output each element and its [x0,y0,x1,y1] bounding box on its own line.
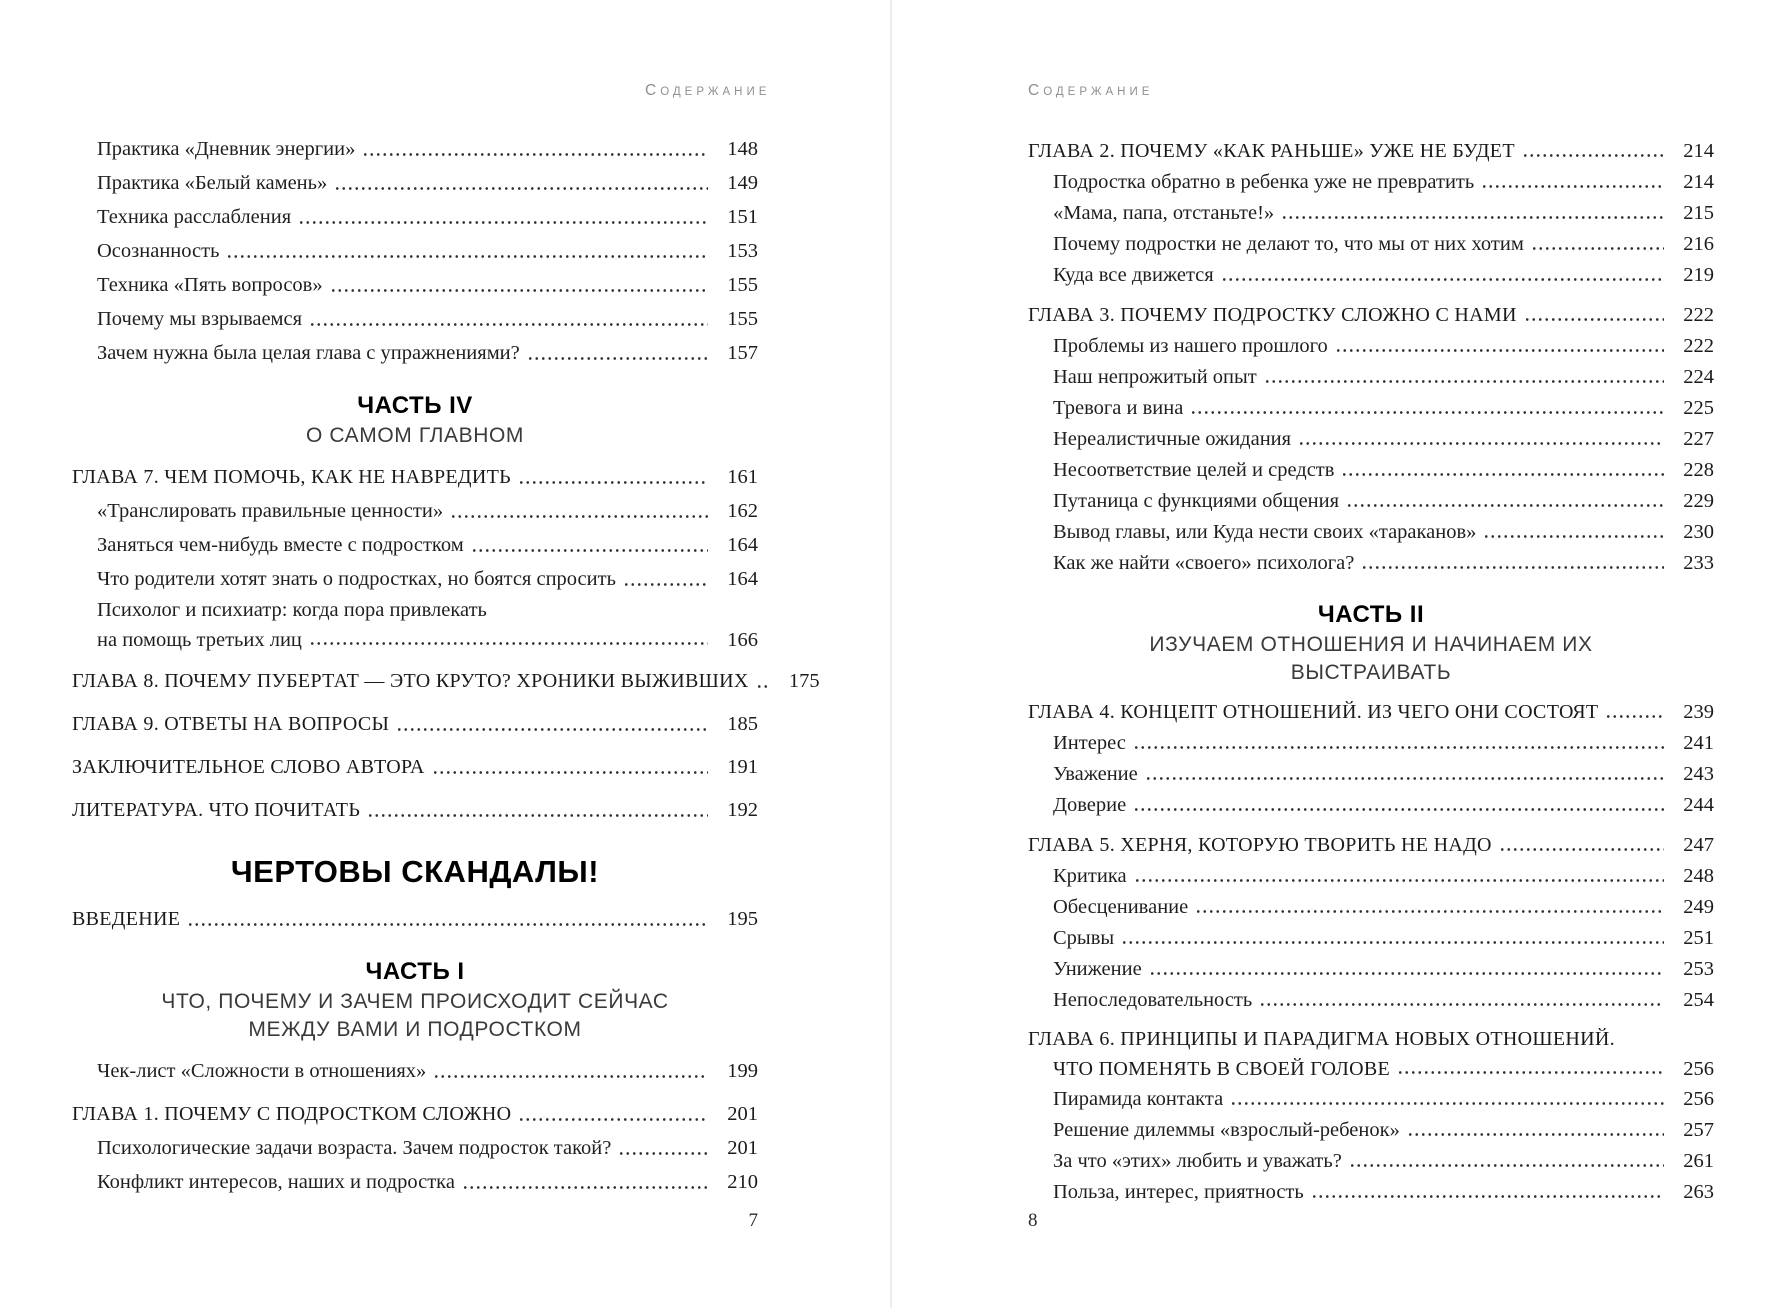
toc-entry-chapter [72,793,758,827]
toc-entry [1028,954,1714,985]
page-ref: 201 [727,1103,758,1125]
dot-leader [1190,411,1664,414]
page-ref: 249 [1683,896,1714,918]
entry-label: ГЛАВА 4. КОНЦЕПТ ОТНОШЕНИЙ. ИЗ ЧЕГО ОНИ СОСТОЯТ [1028,701,1599,723]
entry-label: Решение дилеммы «взрослый-ребенок» [1053,1119,1400,1141]
entry-label: Непоследовательность [1053,989,1253,1011]
page-number: 7 [748,1210,758,1231]
dot-leader [471,549,708,552]
dot-leader [1134,879,1664,882]
toc-entry [1028,260,1714,291]
entry-label: Подростка обратно в ребенка уже не превратить [1053,171,1475,193]
page-ref: 155 [727,308,758,330]
page-ref: 241 [1683,732,1714,754]
entry-label-line2: на помощь третьих лиц [97,629,302,651]
toc-entry [1028,1084,1714,1115]
dot-leader [1481,185,1664,188]
page-ref: 219 [1683,264,1714,286]
entry-label: ГЛАВА 9. ОТВЕТЫ НА ВОПРОСЫ [72,713,390,735]
toc-entry [72,1054,758,1088]
toc-entry [1028,229,1714,260]
dot-leader [330,289,708,292]
page-ref: 185 [727,713,758,735]
page-ref: 251 [1683,927,1714,949]
toc-entry-chapter [72,664,820,698]
page-number: 8 [1028,1210,1038,1231]
entry-label: Практика «Белый камень» [97,172,328,194]
entry-label: Обесценивание [1053,896,1189,918]
entry-label: Зачем нужна была целая глава с упражнениями? [97,342,520,364]
toc-entry [72,1165,758,1199]
dot-leader [433,1075,708,1078]
dot-leader [1230,1102,1664,1105]
page-ref: 222 [1683,335,1714,357]
dot-leader [618,1152,708,1155]
page-ref: 257 [1683,1119,1714,1141]
toc-entry [72,528,758,562]
toc-entry [1028,759,1714,790]
entry-label: ГЛАВА 8. ПОЧЕМУ ПУБЕРТАТ — ЭТО КРУТО? ХРОНИКИ ВЫЖИВШИХ [72,670,749,692]
dot-leader [362,153,708,156]
dot-leader [1149,972,1664,975]
dot-leader [1407,1133,1664,1136]
toc-entry-chapter [72,460,758,494]
page-ref: 228 [1683,459,1714,481]
dot-leader [309,323,708,326]
toc-entry-chapter [72,1097,758,1131]
dot-leader [1349,1164,1664,1167]
toc-entry-two-line [72,596,758,655]
part-heading [1028,599,1714,687]
dot-leader [1264,380,1664,383]
entry-label: Техника расслабления [97,206,292,228]
dot-leader [226,255,708,258]
book-title: ЧЕРТОВЫ СКАНДАЛЫ! [230,854,600,889]
part-subtitle: О САМОМ ГЛАВНОМ [305,424,524,447]
part-title: ЧАСТЬ IV [357,392,473,419]
running-head: СОДЕРЖАНИЕ [645,82,771,99]
toc-entry [72,234,758,268]
dot-leader [1499,848,1664,851]
page-ref: 244 [1683,794,1714,816]
dot-leader [1298,442,1664,445]
dot-leader [309,642,708,645]
dot-leader [462,1186,708,1189]
entry-label: Уважение [1053,763,1138,785]
toc-entry [1028,861,1714,892]
dot-leader [1195,910,1664,913]
entry-label: ГЛАВА 7. ЧЕМ ПОМОЧЬ, КАК НЕ НАВРЕДИТЬ [72,466,511,488]
dot-leader [1341,473,1664,476]
page-ref: 195 [727,908,758,930]
page-ref: 148 [727,138,758,160]
dot-leader [298,221,708,224]
dot-leader [518,1118,708,1121]
dot-leader [1346,504,1664,507]
page-ref: 243 [1683,763,1714,785]
toc-entry [72,200,758,234]
toc-entry-chapter [72,707,758,741]
page-ref: 161 [727,466,758,488]
page-ref: 149 [727,172,758,194]
dot-leader [367,814,708,817]
page-ref: 254 [1683,989,1714,1011]
page-ref: 247 [1683,834,1714,856]
entry-label: Почему подростки не делают то, что мы от них хотим [1053,233,1524,255]
toc-entry [1028,455,1714,486]
entry-label: Вывод главы, или Куда нести своих «тараканов» [1053,521,1477,543]
page-ref: 157 [727,342,758,364]
page-ref: 215 [1683,202,1714,224]
entry-label: ВВЕДЕНИЕ [72,908,181,930]
entry-label: Наш непрожитый опыт [1053,366,1257,388]
page-ref: 261 [1683,1150,1714,1172]
part-title: ЧАСТЬ II [1317,601,1425,628]
dot-leader [1397,1071,1664,1074]
entry-label: Срывы [1053,927,1115,949]
entry-label: Польза, интерес, приятность [1053,1181,1304,1203]
page-ref: 256 [1683,1058,1714,1080]
toc-entry [1028,393,1714,424]
dot-leader [1605,715,1664,718]
toc-entry [1028,790,1714,821]
page-ref: 222 [1683,304,1714,326]
entry-label: «Транслировать правильные ценности» [97,500,444,522]
entry-label: Путаница с функциями общения [1053,490,1340,512]
toc-entry-chapter [72,750,758,784]
toc-entry [72,166,758,200]
dot-leader [527,357,708,360]
dot-leader [1522,154,1664,157]
entry-label: Несоответствие целей и средств [1053,459,1335,481]
dot-leader [1483,535,1664,538]
dot-leader [1311,1195,1664,1198]
entry-label: За что «этих» любить и уважать? [1053,1150,1342,1172]
page-ref: 229 [1683,490,1714,512]
dot-leader [1121,941,1664,944]
dot-leader [1145,777,1664,780]
toc-entry [72,268,758,302]
toc-entry-chapter [72,902,758,936]
toc-entry-chapter [1028,300,1714,331]
toc-entry [72,494,758,528]
dot-leader [1335,349,1664,352]
entry-label: Куда все движется [1053,264,1214,286]
right-page [892,0,1786,1308]
entry-label-line2: ЧТО ПОМЕНЯТЬ В СВОЕЙ ГОЛОВЕ [1053,1058,1391,1080]
page-ref: 214 [1683,140,1714,162]
entry-label: Почему мы взрываемся [97,308,303,330]
dot-leader [187,923,708,926]
page-ref: 224 [1683,366,1714,388]
toc-entry [1028,198,1714,229]
entry-label: Доверие [1053,794,1127,816]
entry-label: Тревога и вина [1053,397,1184,419]
entry-label: Психологические задачи возраста. Зачем подросток такой? [97,1137,612,1159]
page-ref: 166 [727,629,758,651]
page-ref: 225 [1683,397,1714,419]
toc-entry [1028,362,1714,393]
entry-label: Что родители хотят знать о подростках, но боятся спросить [97,568,616,590]
toc-entry [72,562,758,596]
toc-left [72,132,820,1199]
page-ref: 153 [727,240,758,262]
entry-label: Чек-лист «Сложности в отношениях» [97,1060,427,1082]
page-ref: 216 [1683,233,1714,255]
entry-label-line1: ГЛАВА 6. ПРИНЦИПЫ И ПАРАДИГМА НОВЫХ ОТНОШЕНИЙ. [1028,1028,1615,1050]
page-ref: 227 [1683,428,1714,450]
page-ref: 162 [727,500,758,522]
page-ref: 191 [727,756,758,778]
dot-leader [1524,318,1664,321]
toc-entry [72,336,758,370]
entry-label: Нереалистичные ожидания [1053,428,1292,450]
dot-leader [1221,278,1664,281]
page-ref: 201 [727,1137,758,1159]
entry-label: ЗАКЛЮЧИТЕЛЬНОЕ СЛОВО АВТОРА [72,756,425,778]
dot-leader [1133,808,1664,811]
toc-entry [72,1131,758,1165]
toc-entry [1028,1146,1714,1177]
dot-leader [334,187,708,190]
dot-leader [1133,746,1664,749]
dot-leader [396,728,708,731]
toc-entry-chapter [1028,136,1714,167]
part-title: ЧАСТЬ I [365,958,465,985]
running-head: СОДЕРЖАНИЕ [1028,82,1154,99]
page-ref: 199 [727,1060,758,1082]
dot-leader [432,771,708,774]
part-heading [72,390,758,450]
entry-label-line1: Психолог и психиатр: когда пора привлекать [97,599,487,621]
entry-label: Критика [1053,865,1127,887]
entry-label: Проблемы из нашего прошлого [1053,335,1328,357]
page-ref: 253 [1683,958,1714,980]
entry-label: Заняться чем-нибудь вместе с подростком [97,534,464,556]
entry-label: ЛИТЕРАТУРА. ЧТО ПОЧИТАТЬ [72,799,361,821]
page-ref: 233 [1683,552,1714,574]
page-ref: 230 [1683,521,1714,543]
page-ref: 175 [788,670,820,692]
toc-entry [1028,548,1714,579]
entry-label: «Мама, папа, отстаньте!» [1053,202,1275,224]
dot-leader [1259,1003,1664,1006]
toc-entry [1028,985,1714,1016]
entry-label: ГЛАВА 5. ХЕРНЯ, КОТОРУЮ ТВОРИТЬ НЕ НАДО [1028,834,1492,856]
toc-entry-chapter [1028,697,1714,728]
part-subtitle: ЧТО, ПОЧЕМУ И ЗАЧЕМ ПРОИСХОДИТ СЕЙЧАС МЕЖДУ ВАМИ И ПОДРОСТКОМ [161,990,669,1041]
dot-leader [1361,566,1664,569]
dot-leader [518,481,708,484]
entry-label: Пирамида контакта [1053,1088,1224,1110]
entry-label: ГЛАВА 1. ПОЧЕМУ С ПОДРОСТКОМ СЛОЖНО [72,1103,512,1125]
page-ref: 210 [727,1171,758,1193]
part-subtitle: ИЗУЧАЕМ ОТНОШЕНИЯ И НАЧИНАЕМ ИХ ВЫСТРАИВАТЬ [1149,633,1593,684]
entry-label: Интерес [1053,732,1126,754]
part-heading [72,956,758,1044]
toc-entry [1028,331,1714,362]
page-ref: 151 [727,206,758,228]
toc-entry [72,132,758,166]
entry-label: Осознанность [97,240,220,262]
toc-entry [1028,486,1714,517]
toc-entry [72,302,758,336]
entry-label: ГЛАВА 2. ПОЧЕМУ «КАК РАНЬШЕ» УЖЕ НЕ БУДЕТ [1028,140,1515,162]
dot-leader [1281,216,1664,219]
page-ref: 155 [727,274,758,296]
toc-entry [1028,424,1714,455]
page-ref: 164 [727,534,758,556]
toc-entry [1028,728,1714,759]
left-page [0,0,890,1308]
toc-entry [1028,167,1714,198]
toc-entry [1028,1115,1714,1146]
page-ref: 263 [1683,1181,1714,1203]
entry-label: Конфликт интересов, наших и подростка [97,1171,455,1193]
page-ref: 164 [727,568,758,590]
toc-entry [1028,1177,1714,1208]
toc-entry [1028,892,1714,923]
page-ref: 248 [1683,865,1714,887]
toc-entry-chapter-two-line [1028,1025,1714,1084]
page-ref: 239 [1683,701,1714,723]
toc-entry-chapter [1028,830,1714,861]
dot-leader [756,685,770,688]
page-ref: 192 [727,799,758,821]
entry-label: Практика «Дневник энергии» [97,138,356,160]
page-ref: 256 [1683,1088,1714,1110]
toc-entry [1028,923,1714,954]
page-ref: 214 [1683,171,1714,193]
dot-leader [1531,247,1664,250]
entry-label: Унижение [1053,958,1142,980]
toc-entry [1028,517,1714,548]
entry-label: ГЛАВА 3. ПОЧЕМУ ПОДРОСТКУ СЛОЖНО С НАМИ [1028,304,1517,326]
entry-label: Как же найти «своего» психолога? [1053,552,1355,574]
toc-right [1028,136,1714,1208]
dot-leader [450,515,708,518]
dot-leader [623,583,708,586]
entry-label: Техника «Пять вопросов» [97,274,323,296]
